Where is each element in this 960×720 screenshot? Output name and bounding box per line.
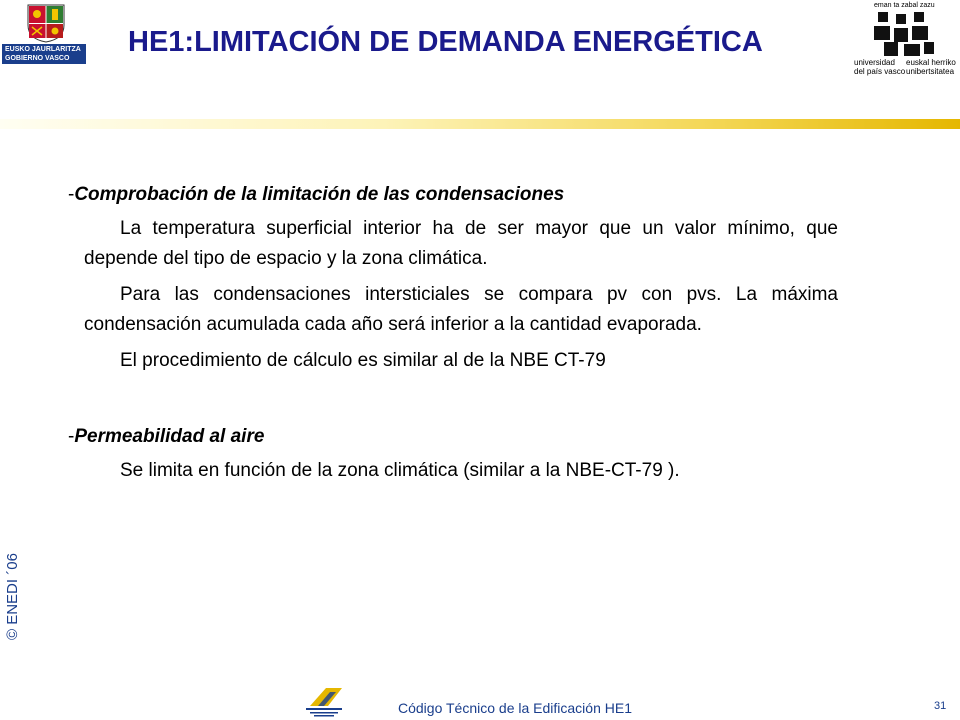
ente-vasco-energia-logo-icon <box>300 684 348 718</box>
slide-content <box>68 180 838 486</box>
gov-logo-line2: GOBIERNO VASCO <box>5 55 70 62</box>
gov-logo-line1: EUSKO JAURLARITZA <box>5 46 81 53</box>
upv-symbol-icon <box>870 12 938 58</box>
paragraph-temperatura: La temperatura superficial interior ha de ser mayor que un valor mínimo, que depende del tipo de espacio y la zona climática. <box>84 218 838 269</box>
page-title: HE1:LIMITACIÓN DE DEMANDA ENERGÉTICA <box>128 26 763 58</box>
gobierno-vasco-logo <box>0 0 96 66</box>
coat-of-arms-icon <box>24 3 68 43</box>
upv-ehu-logo <box>852 0 958 96</box>
section-heading-condensaciones <box>68 180 838 210</box>
page-number: 31 <box>934 700 947 712</box>
header-separator <box>0 119 960 129</box>
paragraph-permeabilidad: Se limita en función de la zona climática (similar a la NBE-CT-79 ). <box>120 460 680 481</box>
paragraph-intersticiales: Para las condensaciones intersticiales se compara pv con pvs. La máxima condensación acumulada cada año será inferior a la cantidad evaporada. <box>84 284 838 335</box>
upv-es-line1: universidad <box>854 58 895 67</box>
paragraph-procedimiento: El procedimiento de cálculo es similar al de la NBE CT-79 <box>120 350 606 371</box>
heading-dash: - <box>68 426 75 447</box>
copyright-side-label: © ENEDI ´06 <box>4 553 21 640</box>
upv-es-line2: del país vasco <box>854 67 906 76</box>
upv-eu-line2: unibertsitatea <box>906 67 955 76</box>
heading-text: Comprobación de la limitación de las condensaciones <box>74 184 565 205</box>
heading-dash: - <box>68 184 75 205</box>
upv-eu-line1: euskal herriko <box>906 58 956 67</box>
heading-text: Permeabilidad al aire <box>74 426 265 447</box>
upv-motto: eman ta zabal zazu <box>874 2 935 9</box>
section-heading-permeabilidad <box>68 422 838 452</box>
footer-text: Código Técnico de la Edificación HE1 <box>398 700 632 716</box>
gov-logo-text <box>2 44 86 64</box>
